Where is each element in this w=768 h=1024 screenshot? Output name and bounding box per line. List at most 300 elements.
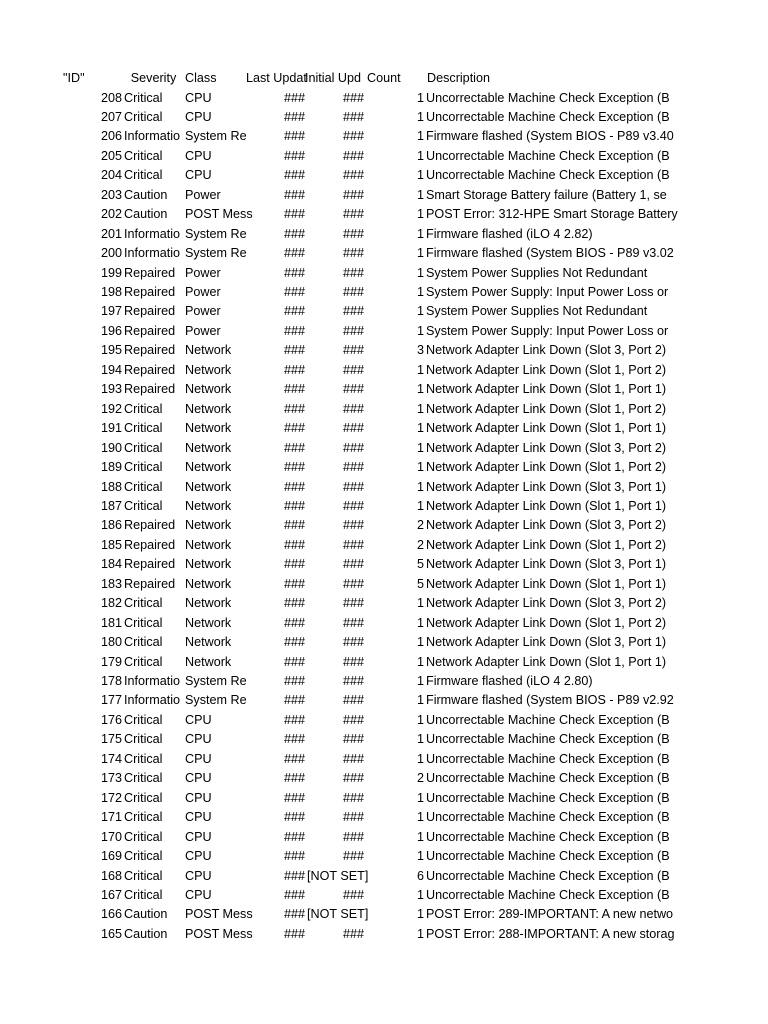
table-row[interactable] <box>0 750 768 770</box>
table-row[interactable] <box>0 828 768 848</box>
cell-last-update[interactable]: ### <box>283 693 305 708</box>
cell-description[interactable]: Uncorrectable Machine Check Exception (B <box>426 829 670 844</box>
cell-id[interactable]: 166 <box>100 907 122 922</box>
cell-last-update[interactable]: ### <box>283 907 305 922</box>
table-row[interactable] <box>0 322 768 342</box>
table-row[interactable] <box>0 497 768 517</box>
cell-initial-update[interactable]: ### <box>342 693 364 708</box>
cell-count[interactable]: 1 <box>416 440 424 455</box>
table-row[interactable] <box>0 905 768 925</box>
table-row[interactable] <box>0 711 768 731</box>
cell-description[interactable]: Network Adapter Link Down (Slot 1, Port 1) <box>426 498 667 513</box>
cell-class[interactable]: System Re <box>185 129 247 144</box>
table-row[interactable] <box>0 400 768 420</box>
cell-description[interactable]: Network Adapter Link Down (Slot 1, Port 2) <box>426 362 667 377</box>
cell-count[interactable]: 1 <box>416 246 424 261</box>
cell-count[interactable]: 1 <box>416 362 424 377</box>
cell-id[interactable]: 208 <box>100 90 122 105</box>
table-row[interactable] <box>0 127 768 147</box>
cell-id[interactable]: 196 <box>100 323 122 338</box>
cell-last-update[interactable]: ### <box>283 751 305 766</box>
cell-description[interactable]: Network Adapter Link Down (Slot 1, Port 2) <box>426 537 667 552</box>
cell-class[interactable]: CPU <box>185 732 212 747</box>
cell-count[interactable]: 1 <box>416 479 424 494</box>
cell-count[interactable]: 1 <box>416 401 424 416</box>
cell-last-update[interactable]: ### <box>283 110 305 124</box>
cell-last-update[interactable]: ### <box>283 226 305 241</box>
cell-last-update[interactable]: ### <box>283 810 305 825</box>
cell-severity[interactable]: Critical <box>124 498 163 513</box>
cell-description[interactable]: Firmware flashed (System BIOS - P89 v3.40 <box>426 129 674 144</box>
table-row[interactable] <box>0 341 768 361</box>
cell-count[interactable]: 1 <box>416 926 424 941</box>
cell-last-update[interactable]: ### <box>283 790 305 805</box>
cell-last-update[interactable]: ### <box>283 90 305 105</box>
table-row[interactable] <box>0 672 768 692</box>
cell-id[interactable]: 195 <box>100 343 122 358</box>
header-initial-update[interactable]: Initial Upd <box>305 71 362 85</box>
cell-severity[interactable]: Critical <box>124 148 163 163</box>
cell-id[interactable]: 192 <box>100 401 122 416</box>
cell-description[interactable]: System Power Supply: Input Power Loss or <box>426 323 669 338</box>
cell-severity[interactable]: Critical <box>124 849 163 863</box>
table-row[interactable] <box>0 614 768 634</box>
cell-description[interactable]: Uncorrectable Machine Check Exception (B <box>426 810 670 825</box>
cell-class[interactable]: Power <box>185 285 221 299</box>
cell-last-update[interactable]: ### <box>283 265 305 280</box>
cell-count[interactable]: 1 <box>416 129 424 144</box>
cell-class[interactable]: System Re <box>185 674 247 688</box>
cell-count[interactable]: 1 <box>416 732 424 747</box>
cell-count[interactable]: 1 <box>416 693 424 708</box>
cell-id[interactable]: 184 <box>100 557 122 572</box>
cell-severity[interactable]: Caution <box>124 207 168 222</box>
cell-initial-update[interactable]: ### <box>342 926 364 941</box>
table-row[interactable] <box>0 516 768 536</box>
cell-severity[interactable]: Critical <box>124 596 163 611</box>
cell-description[interactable]: Uncorrectable Machine Check Exception (B <box>426 868 670 883</box>
cell-initial-update[interactable]: ### <box>342 615 364 630</box>
cell-description[interactable]: Firmware flashed (iLO 4 2.80) <box>426 674 593 688</box>
cell-description[interactable]: System Power Supply: Input Power Loss or <box>426 285 669 299</box>
cell-class[interactable]: Power <box>185 265 221 280</box>
table-row[interactable] <box>0 147 768 167</box>
cell-initial-update[interactable]: ### <box>342 187 364 202</box>
table-row[interactable] <box>0 244 768 264</box>
cell-count[interactable]: 1 <box>416 323 424 338</box>
cell-id[interactable]: 205 <box>100 148 122 163</box>
cell-description[interactable]: Uncorrectable Machine Check Exception (B <box>426 732 670 747</box>
table-row[interactable] <box>0 769 768 789</box>
cell-class[interactable]: Network <box>185 498 232 513</box>
cell-severity[interactable]: Informatio <box>124 129 180 144</box>
cell-class[interactable]: CPU <box>185 110 212 124</box>
cell-severity[interactable]: Critical <box>124 868 163 883</box>
cell-last-update[interactable]: ### <box>283 732 305 747</box>
cell-id[interactable]: 178 <box>100 674 122 688</box>
cell-count[interactable]: 1 <box>416 168 424 183</box>
cell-class[interactable]: System Re <box>185 226 247 241</box>
cell-count[interactable]: 1 <box>416 654 424 669</box>
cell-severity[interactable]: Caution <box>124 187 168 202</box>
cell-initial-update[interactable]: ### <box>342 421 364 436</box>
header-description[interactable]: Description <box>427 71 490 85</box>
table-row[interactable] <box>0 789 768 809</box>
cell-count[interactable]: 1 <box>416 90 424 105</box>
cell-id[interactable]: 172 <box>100 790 122 805</box>
cell-severity[interactable]: Informatio <box>124 226 180 241</box>
cell-count[interactable]: 1 <box>416 187 424 202</box>
cell-last-update[interactable]: ### <box>283 576 305 591</box>
cell-count[interactable]: 1 <box>416 265 424 280</box>
cell-id[interactable]: 180 <box>100 635 122 650</box>
cell-id[interactable]: 197 <box>100 304 122 319</box>
cell-description[interactable]: Network Adapter Link Down (Slot 3, Port 2) <box>426 518 667 533</box>
cell-initial-update[interactable]: ### <box>342 576 364 591</box>
cell-class[interactable]: Network <box>185 401 232 416</box>
cell-count[interactable]: 1 <box>416 596 424 611</box>
cell-last-update[interactable]: ### <box>283 421 305 436</box>
table-row[interactable] <box>0 730 768 750</box>
table-row[interactable] <box>0 205 768 225</box>
cell-count[interactable]: 1 <box>416 615 424 630</box>
cell-description[interactable]: System Power Supplies Not Redundant <box>426 265 648 280</box>
cell-severity[interactable]: Critical <box>124 421 163 436</box>
cell-description[interactable]: POST Error: 288-IMPORTANT: A new storag <box>426 926 675 941</box>
cell-initial-update[interactable]: [NOT SET] <box>307 868 369 883</box>
cell-last-update[interactable]: ### <box>283 479 305 494</box>
cell-count[interactable]: 2 <box>416 771 424 786</box>
cell-id[interactable]: 168 <box>100 868 122 883</box>
cell-class[interactable]: CPU <box>185 849 212 863</box>
cell-id[interactable]: 194 <box>100 362 122 377</box>
header-id[interactable]: "ID" <box>63 71 85 85</box>
cell-last-update[interactable]: ### <box>283 285 305 299</box>
table-row[interactable] <box>0 925 768 945</box>
cell-count[interactable]: 1 <box>416 849 424 863</box>
cell-initial-update[interactable]: ### <box>342 207 364 222</box>
cell-id[interactable]: 173 <box>100 771 122 786</box>
cell-description[interactable]: System Power Supplies Not Redundant <box>426 304 648 319</box>
table-row[interactable] <box>0 361 768 381</box>
cell-class[interactable]: CPU <box>185 90 212 105</box>
cell-class[interactable]: Network <box>185 557 232 572</box>
cell-id[interactable]: 167 <box>100 887 122 902</box>
cell-class[interactable]: Network <box>185 440 232 455</box>
cell-severity[interactable]: Critical <box>124 732 163 747</box>
cell-class[interactable]: CPU <box>185 148 212 163</box>
cell-last-update[interactable]: ### <box>283 129 305 144</box>
cell-severity[interactable]: Repaired <box>124 362 176 377</box>
cell-description[interactable]: Network Adapter Link Down (Slot 1, Port 1) <box>426 654 667 669</box>
cell-id[interactable]: 183 <box>100 576 122 591</box>
cell-initial-update[interactable]: ### <box>342 518 364 533</box>
cell-class[interactable]: Network <box>185 460 232 475</box>
cell-description[interactable]: Firmware flashed (System BIOS - P89 v3.02 <box>426 246 674 261</box>
cell-severity[interactable]: Critical <box>124 110 163 124</box>
cell-initial-update[interactable]: ### <box>342 537 364 552</box>
cell-id[interactable]: 188 <box>100 479 122 494</box>
cell-count[interactable]: 1 <box>416 635 424 650</box>
cell-initial-update[interactable]: ### <box>342 557 364 572</box>
cell-initial-update[interactable]: ### <box>342 635 364 650</box>
cell-class[interactable]: Network <box>185 576 232 591</box>
cell-severity[interactable]: Informatio <box>124 674 180 688</box>
cell-class[interactable]: Network <box>185 362 232 377</box>
table-row[interactable] <box>0 536 768 556</box>
cell-last-update[interactable]: ### <box>283 635 305 650</box>
cell-id[interactable]: 207 <box>100 110 122 124</box>
cell-initial-update[interactable]: ### <box>342 596 364 611</box>
cell-id[interactable]: 169 <box>100 849 122 863</box>
cell-description[interactable]: Network Adapter Link Down (Slot 1, Port 2) <box>426 460 667 475</box>
cell-class[interactable]: Network <box>185 343 232 358</box>
cell-id[interactable]: 165 <box>100 926 122 941</box>
table-row[interactable] <box>0 283 768 303</box>
table-row[interactable] <box>0 186 768 206</box>
table-row[interactable] <box>0 575 768 595</box>
cell-last-update[interactable]: ### <box>283 207 305 222</box>
cell-severity[interactable]: Repaired <box>124 265 176 280</box>
cell-count[interactable]: 1 <box>416 382 424 397</box>
cell-description[interactable]: Network Adapter Link Down (Slot 3, Port 1) <box>426 635 667 650</box>
table-row[interactable] <box>0 847 768 867</box>
cell-last-update[interactable]: ### <box>283 654 305 669</box>
cell-severity[interactable]: Critical <box>124 615 163 630</box>
cell-id[interactable]: 201 <box>100 226 122 241</box>
cell-last-update[interactable]: ### <box>283 362 305 377</box>
cell-id[interactable]: 203 <box>100 187 122 202</box>
cell-last-update[interactable]: ### <box>283 557 305 572</box>
cell-id[interactable]: 181 <box>100 615 122 630</box>
cell-count[interactable]: 1 <box>416 829 424 844</box>
cell-initial-update[interactable]: ### <box>342 498 364 513</box>
cell-count[interactable]: 6 <box>416 868 424 883</box>
cell-last-update[interactable]: ### <box>283 849 305 863</box>
cell-count[interactable]: 1 <box>416 226 424 241</box>
table-row[interactable] <box>0 633 768 653</box>
cell-description[interactable]: Uncorrectable Machine Check Exception (B <box>426 90 670 105</box>
cell-class[interactable]: System Re <box>185 246 247 261</box>
cell-last-update[interactable]: ### <box>283 460 305 475</box>
cell-class[interactable]: Network <box>185 421 232 436</box>
cell-id[interactable]: 193 <box>100 382 122 397</box>
cell-severity[interactable]: Repaired <box>124 382 176 397</box>
cell-count[interactable]: 1 <box>416 712 424 727</box>
cell-description[interactable]: Network Adapter Link Down (Slot 3, Port 2) <box>426 343 667 358</box>
cell-id[interactable]: 191 <box>100 421 122 436</box>
cell-count[interactable]: 1 <box>416 207 424 222</box>
cell-count[interactable]: 2 <box>416 537 424 552</box>
cell-class[interactable]: Network <box>185 596 232 611</box>
cell-last-update[interactable]: ### <box>283 343 305 358</box>
cell-severity[interactable]: Informatio <box>124 693 180 708</box>
table-row[interactable] <box>0 478 768 498</box>
cell-class[interactable]: POST Mess <box>185 907 253 922</box>
cell-count[interactable]: 1 <box>416 421 424 436</box>
cell-description[interactable]: Network Adapter Link Down (Slot 3, Port 1) <box>426 557 667 572</box>
table-row[interactable] <box>0 886 768 906</box>
cell-initial-update[interactable]: ### <box>342 712 364 727</box>
table-row[interactable] <box>0 808 768 828</box>
cell-id[interactable]: 190 <box>100 440 122 455</box>
cell-last-update[interactable]: ### <box>283 537 305 552</box>
cell-id[interactable]: 177 <box>100 693 122 708</box>
cell-initial-update[interactable]: ### <box>342 129 364 144</box>
cell-id[interactable]: 186 <box>100 518 122 533</box>
cell-severity[interactable]: Critical <box>124 887 163 902</box>
cell-class[interactable]: CPU <box>185 168 212 183</box>
table-row[interactable] <box>0 108 768 128</box>
cell-initial-update[interactable]: ### <box>342 382 364 397</box>
cell-initial-update[interactable]: ### <box>342 829 364 844</box>
cell-count[interactable]: 1 <box>416 498 424 513</box>
cell-class[interactable]: CPU <box>185 712 212 727</box>
cell-severity[interactable]: Critical <box>124 168 163 183</box>
cell-last-update[interactable]: ### <box>283 674 305 688</box>
cell-severity[interactable]: Critical <box>124 771 163 786</box>
cell-initial-update[interactable]: ### <box>342 732 364 747</box>
cell-initial-update[interactable]: ### <box>342 810 364 825</box>
cell-last-update[interactable]: ### <box>283 518 305 533</box>
table-row[interactable] <box>0 691 768 711</box>
cell-last-update[interactable]: ### <box>283 168 305 183</box>
cell-severity[interactable]: Critical <box>124 440 163 455</box>
cell-description[interactable]: Uncorrectable Machine Check Exception (B <box>426 148 670 163</box>
cell-severity[interactable]: Critical <box>124 654 163 669</box>
cell-count[interactable]: 5 <box>416 557 424 572</box>
cell-last-update[interactable]: ### <box>283 401 305 416</box>
cell-id[interactable]: 171 <box>100 810 122 825</box>
cell-initial-update[interactable]: ### <box>342 887 364 902</box>
cell-last-update[interactable]: ### <box>283 246 305 261</box>
cell-count[interactable]: 1 <box>416 790 424 805</box>
cell-severity[interactable]: Critical <box>124 401 163 416</box>
cell-initial-update[interactable]: ### <box>342 304 364 319</box>
cell-class[interactable]: CPU <box>185 790 212 805</box>
table-row[interactable] <box>0 867 768 887</box>
cell-description[interactable]: Uncorrectable Machine Check Exception (B <box>426 790 670 805</box>
cell-description[interactable]: Firmware flashed (iLO 4 2.82) <box>426 226 593 241</box>
cell-count[interactable]: 1 <box>416 810 424 825</box>
cell-description[interactable]: POST Error: 289-IMPORTANT: A new netwo <box>426 907 674 922</box>
cell-class[interactable]: CPU <box>185 751 212 766</box>
cell-description[interactable]: Firmware flashed (System BIOS - P89 v2.92 <box>426 693 674 708</box>
header-last-update[interactable]: Last Updat <box>246 71 307 85</box>
table-row[interactable] <box>0 419 768 439</box>
cell-class[interactable]: Network <box>185 537 232 552</box>
cell-description[interactable]: Network Adapter Link Down (Slot 3, Port 2) <box>426 596 667 611</box>
cell-description[interactable]: POST Error: 312-HPE Smart Storage Battery <box>426 207 678 222</box>
cell-severity[interactable]: Critical <box>124 635 163 650</box>
cell-class[interactable]: Network <box>185 479 232 494</box>
cell-initial-update[interactable]: ### <box>342 751 364 766</box>
cell-id[interactable]: 185 <box>100 537 122 552</box>
cell-id[interactable]: 198 <box>100 285 122 299</box>
cell-description[interactable]: Uncorrectable Machine Check Exception (B <box>426 771 670 786</box>
cell-id[interactable]: 189 <box>100 460 122 475</box>
cell-class[interactable]: Network <box>185 382 232 397</box>
cell-count[interactable]: 2 <box>416 518 424 533</box>
cell-description[interactable]: Uncorrectable Machine Check Exception (B <box>426 887 670 902</box>
cell-initial-update[interactable]: ### <box>342 168 364 183</box>
cell-severity[interactable]: Caution <box>124 907 168 922</box>
cell-initial-update[interactable]: ### <box>342 654 364 669</box>
cell-description[interactable]: Network Adapter Link Down (Slot 1, Port 1) <box>426 576 667 591</box>
cell-class[interactable]: Network <box>185 615 232 630</box>
cell-count[interactable]: 1 <box>416 148 424 163</box>
cell-initial-update[interactable]: ### <box>342 343 364 358</box>
cell-initial-update[interactable]: ### <box>342 323 364 338</box>
cell-initial-update[interactable]: ### <box>342 460 364 475</box>
cell-class[interactable]: Power <box>185 304 221 319</box>
cell-count[interactable]: 1 <box>416 887 424 902</box>
cell-severity[interactable]: Critical <box>124 829 163 844</box>
table-row[interactable] <box>0 439 768 459</box>
cell-severity[interactable]: Repaired <box>124 304 176 319</box>
cell-last-update[interactable]: ### <box>283 615 305 630</box>
cell-initial-update[interactable]: ### <box>342 226 364 241</box>
cell-last-update[interactable]: ### <box>283 323 305 338</box>
cell-class[interactable]: CPU <box>185 771 212 786</box>
cell-last-update[interactable]: ### <box>283 868 305 883</box>
cell-initial-update[interactable]: ### <box>342 265 364 280</box>
cell-class[interactable]: POST Mess <box>185 926 253 941</box>
cell-count[interactable]: 1 <box>416 460 424 475</box>
cell-count[interactable]: 1 <box>416 304 424 319</box>
cell-class[interactable]: Network <box>185 635 232 650</box>
cell-class[interactable]: CPU <box>185 829 212 844</box>
table-row[interactable] <box>0 89 768 109</box>
cell-id[interactable]: 170 <box>100 829 122 844</box>
cell-initial-update[interactable]: ### <box>342 246 364 261</box>
cell-description[interactable]: Uncorrectable Machine Check Exception (B <box>426 849 670 863</box>
cell-last-update[interactable]: ### <box>283 148 305 163</box>
cell-description[interactable]: Network Adapter Link Down (Slot 1, Port 1) <box>426 421 667 436</box>
cell-description[interactable]: Network Adapter Link Down (Slot 3, Port 2) <box>426 440 667 455</box>
cell-count[interactable]: 5 <box>416 576 424 591</box>
cell-id[interactable]: 200 <box>100 246 122 261</box>
cell-id[interactable]: 187 <box>100 498 122 513</box>
cell-last-update[interactable]: ### <box>283 382 305 397</box>
cell-count[interactable]: 1 <box>416 907 424 922</box>
table-row[interactable] <box>0 302 768 322</box>
cell-class[interactable]: Network <box>185 518 232 533</box>
table-row[interactable] <box>0 653 768 673</box>
cell-description[interactable]: Network Adapter Link Down (Slot 1, Port 2) <box>426 615 667 630</box>
cell-last-update[interactable]: ### <box>283 829 305 844</box>
cell-description[interactable]: Network Adapter Link Down (Slot 1, Port 2) <box>426 401 667 416</box>
cell-initial-update[interactable]: ### <box>342 148 364 163</box>
cell-description[interactable]: Uncorrectable Machine Check Exception (B <box>426 168 670 183</box>
cell-severity[interactable]: Repaired <box>124 323 176 338</box>
cell-count[interactable]: 1 <box>416 285 424 299</box>
cell-class[interactable]: CPU <box>185 810 212 825</box>
cell-last-update[interactable]: ### <box>283 887 305 902</box>
cell-description[interactable]: Network Adapter Link Down (Slot 1, Port 1) <box>426 382 667 397</box>
cell-severity[interactable]: Informatio <box>124 246 180 261</box>
table-row[interactable] <box>0 264 768 284</box>
cell-severity[interactable]: Repaired <box>124 343 176 358</box>
cell-severity[interactable]: Critical <box>124 751 163 766</box>
table-row[interactable] <box>0 458 768 478</box>
cell-last-update[interactable]: ### <box>283 771 305 786</box>
cell-initial-update[interactable]: ### <box>342 285 364 299</box>
cell-initial-update[interactable]: ### <box>342 362 364 377</box>
cell-count[interactable]: 3 <box>416 343 424 358</box>
cell-severity[interactable]: Critical <box>124 712 163 727</box>
cell-description[interactable]: Network Adapter Link Down (Slot 3, Port 1) <box>426 479 667 494</box>
